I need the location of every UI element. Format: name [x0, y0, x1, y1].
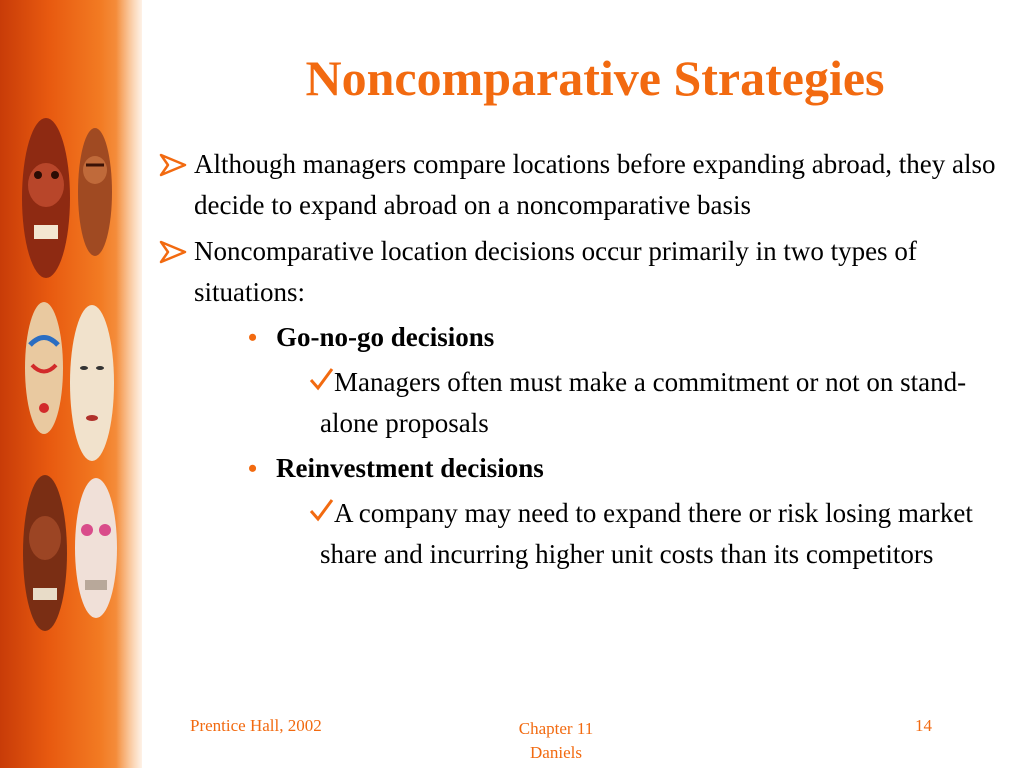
bullet-dot: •: [248, 323, 258, 352]
checkmark-icon: [308, 366, 334, 392]
dark-face-mask: [78, 128, 112, 256]
bullet-dot: •: [248, 454, 258, 483]
arrow-bullet-icon: [158, 152, 188, 178]
bullet-text: Although managers compare locations before expanding abroad, they also decide to expand abroad on a noncomparative basis: [194, 149, 996, 220]
bullet-item: [158, 231, 998, 575]
page-number: 14: [915, 716, 932, 735]
masks-decorative-strip: [0, 0, 142, 768]
slide-title: Noncomparative Strategies: [305, 50, 885, 106]
footer-publisher: Prentice Hall, 2002: [190, 716, 322, 735]
sub-bullet-detail: Managers often must make a commitment or not on stand-alone proposals: [320, 362, 998, 444]
footer-author-line: Daniels: [530, 743, 582, 762]
checkmark-icon: [308, 497, 334, 523]
skull-mask: [75, 478, 117, 618]
arrow-bullet-icon: [158, 239, 188, 265]
bullet-list: [158, 144, 998, 580]
red-demon-mask: [22, 118, 70, 278]
bullet-item: [158, 144, 998, 226]
painted-mask: [25, 302, 63, 434]
sub-bullet-heading: • Reinvestment decisions: [276, 448, 998, 489]
masks-illustration: [0, 0, 142, 768]
footer-chapter: [476, 717, 636, 765]
sub-bullet-detail: A company may need to expand there or risk losing market share and incurring higher unit costs than its competitors: [320, 493, 998, 575]
footer-chapter-line: Chapter 11: [518, 719, 594, 738]
noh-mask: [70, 305, 114, 461]
wooden-mask: [23, 475, 67, 631]
bullet-text: Noncomparative location decisions occur primarily in two types of situations:: [194, 236, 917, 307]
sub-bullet-heading: • Go-no-go decisions: [276, 317, 998, 358]
